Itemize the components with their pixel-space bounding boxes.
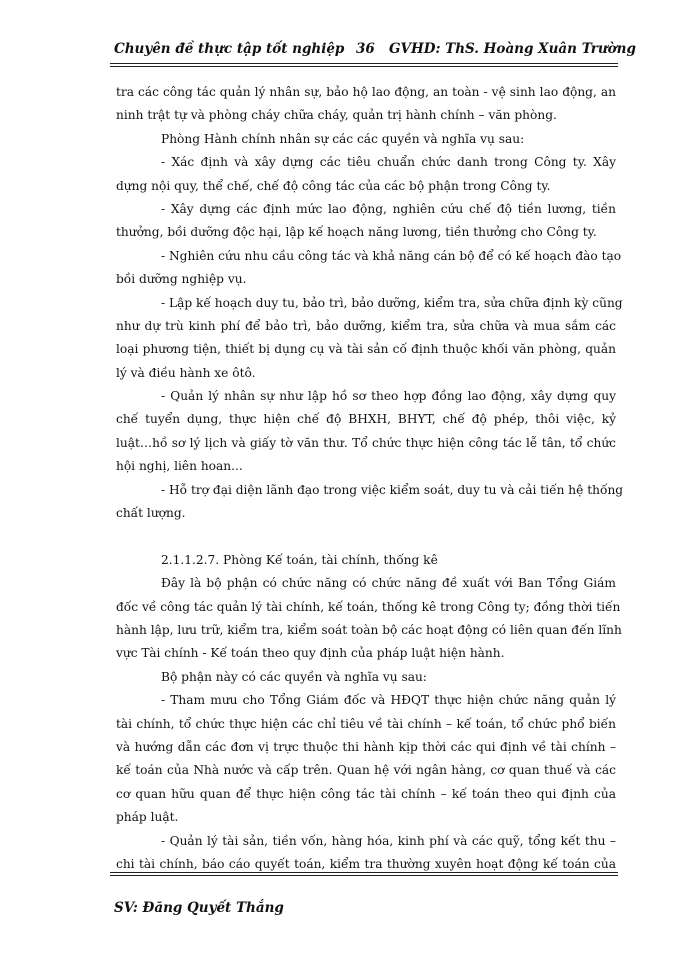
text-line: - Xác định và xây dựng các tiêu chuẩn chức danh trong Công ty. Xây xyxy=(161,155,616,170)
text-line: lý và điều hành xe ôtô. xyxy=(116,365,256,380)
text-line: đốc về công tác quản lý tài chính, kế toán, thống kê trong Công ty; đồng thời tiến xyxy=(116,599,621,614)
text-line: cơ quan hữu quan để thực hiện công tác tài chính – kế toán theo qui định của xyxy=(116,786,616,801)
footer-rule xyxy=(110,872,618,876)
header-rule xyxy=(110,63,618,67)
page-header xyxy=(110,35,636,65)
text-line: ninh trật tự và phòng cháy chữa cháy, quản trị hành chính – văn phòng. xyxy=(116,108,557,123)
page-number: 36 xyxy=(356,41,375,57)
text-line: - Quản lý tài sản, tiền vốn, hàng hóa, kinh phí và các quỹ, tổng kết thu – xyxy=(161,833,616,848)
text-line: Đây là bộ phận có chức năng có chức năng đề xuất với Ban Tổng Giám xyxy=(161,576,616,591)
text-line: loại phương tiện, thiết bị dụng cụ và tài sản cố định thuộc khối văn phòng, quản xyxy=(116,342,616,357)
text-line: dựng nội quy, thể chế, chế độ công tác của các bộ phận trong Công ty. xyxy=(116,178,551,193)
text-line: tài chính, tổ chức thực hiện các chỉ tiêu về tài chính – kế toán, tổ chức phổ biến xyxy=(116,716,616,731)
footer-student: SV: Đăng Quyết Thắng xyxy=(114,900,284,916)
text-line: thưởng, bồi dưỡng độc hại, lập kế hoạch năng lương, tiền thưởng cho Công ty. xyxy=(116,225,597,240)
text-line: kế toán của Nhà nước và cấp trên. Quan hệ với ngân hàng, cơ quan thuế và các xyxy=(116,763,616,778)
text-line: - Nghiên cứu nhu cầu công tác và khả năng cán bộ để có kế hoạch đào tạo xyxy=(161,248,622,263)
header-supervisor: GVHD: ThS. Hoàng Xuân Trường xyxy=(389,41,636,57)
text-line: vực Tài chính - Kế toán theo quy định của pháp luật hiện hành. xyxy=(116,646,505,661)
text-line: như dự trù kinh phí để bảo trì, bảo dưỡng, kiểm tra, sửa chữa và mua sắm các xyxy=(116,318,616,333)
text-line: - Quản lý nhân sự như lập hồ sơ theo hợp đồng lao động, xây dựng quy xyxy=(161,389,616,404)
paragraph-gap xyxy=(116,525,616,548)
text-line: bồi dưỡng nghiệp vụ. xyxy=(116,272,247,287)
text-line: chi tài chính, báo cáo quyết toán, kiểm tra thường xuyên hoạt động kế toán của xyxy=(116,856,616,871)
section-heading: 2.1.1.2.7. Phòng Kế toán, tài chính, thống kê xyxy=(161,552,438,567)
text-line: luật…hồ sơ lý lịch và giấy tờ văn thư. Tổ chức thực hiện công tác lễ tân, tổ chức xyxy=(116,435,616,450)
document-body xyxy=(116,81,624,876)
text-line: - Xây dựng các định mức lao động, nghiên cứu chế độ tiền lương, tiền xyxy=(161,201,616,216)
header-title: Chuyên đề thực tập tốt nghiệp xyxy=(114,41,345,57)
text-line: - Tham mưu cho Tổng Giám đốc và HĐQT thực hiện chức năng quản lý xyxy=(161,693,616,708)
text-line: - Lập kế hoạch duy tu, bảo trì, bảo dưỡng, kiểm tra, sửa chữa định kỳ cũng xyxy=(161,295,623,310)
text-line: hội nghị, liên hoan... xyxy=(116,459,243,474)
text-line: hành lập, lưu trữ, kiểm tra, kiểm soát toàn bộ các hoạt động có liên quan đến lĩnh xyxy=(116,622,622,637)
text-line: - Hỗ trợ đại diện lãnh đạo trong việc kiểm soát, duy tu và cải tiến hệ thống xyxy=(161,482,624,497)
text-line: pháp luật. xyxy=(116,810,179,825)
text-line: chất lượng. xyxy=(116,506,186,521)
text-line: tra các công tác quản lý nhân sự, bảo hộ lao động, an toàn - vệ sinh lao động, an xyxy=(116,85,616,99)
text-line: và hướng dẫn các đơn vị trực thuộc thi hành kịp thời các qui định về tài chính – xyxy=(116,739,616,754)
text-line: Phòng Hành chính nhân sự các các quyền và nghĩa vụ sau: xyxy=(161,131,525,146)
text-line: Bộ phận này có các quyền và nghĩa vụ sau: xyxy=(161,669,427,684)
text-line: chế tuyển dụng, thực hiện chế độ BHXH, BHYT, chế độ phép, thôi việc, kỷ xyxy=(116,412,616,427)
